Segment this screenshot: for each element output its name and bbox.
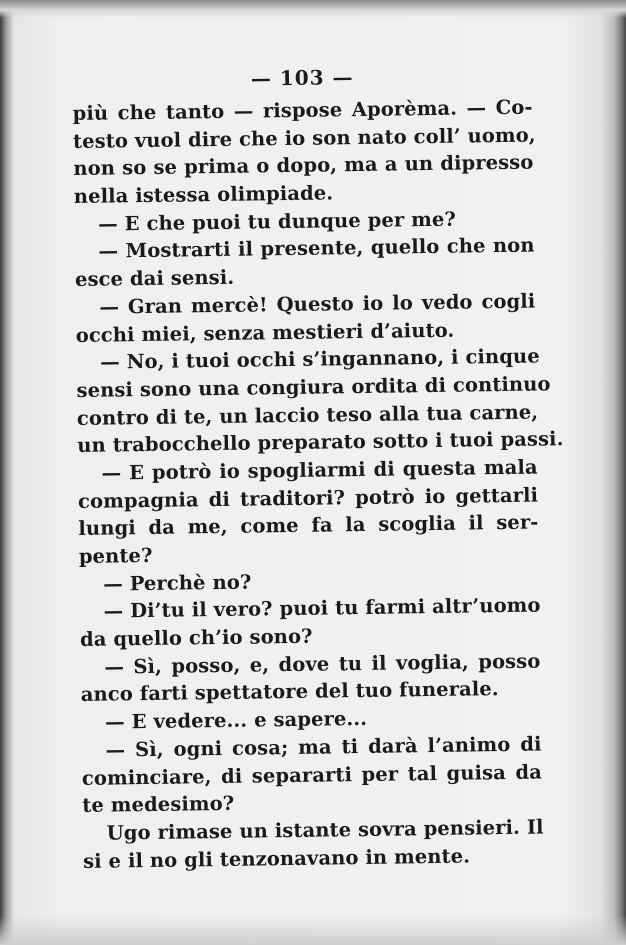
text-line: nella istessa olimpiade. (73, 181, 334, 209)
text-line: — Di’tu il vero? puoi tu farmi altr’uomo (103, 593, 541, 623)
text-line: sensi sono una congiura ordita di continuo (76, 372, 551, 402)
text-line: testo vuol dire che io son nato coll’ uomo, (72, 123, 536, 153)
text-line: pente? (78, 543, 153, 568)
text-line: da quello ch’io sono? (79, 624, 313, 652)
text-line: — Gran mercè! Questo io lo vedo cogli (99, 289, 536, 319)
text-line: non so se prima o dopo, ma a un dipresso (73, 150, 534, 181)
body-text (72, 94, 564, 876)
page-top-shadow (0, 0, 626, 18)
text-line: si e il no gli tenzonavano in mente. (82, 844, 471, 873)
text-line: te medesimo? (82, 791, 235, 818)
text-line: anco farti spettatore del tuo funerale. (80, 677, 499, 707)
text-line: occhi miei, senza mestieri d’aiuto. (75, 318, 455, 347)
text-line: un trabocchello preparato sotto i tuoi passi. (77, 427, 564, 458)
text-line: compagnia di traditori? potrò io gettarli (77, 483, 539, 513)
text-line: — Sì, posso, e, dove tu il voglia, posso (104, 649, 541, 679)
text-line: contro di te, un laccio teso alla tua carne, (76, 400, 539, 430)
text-line: lungi da me, come fa la scoglia il ser- (78, 510, 539, 541)
text-line: — Mostrarti il presente, quello che non (98, 233, 535, 264)
page-number: — 103 — (250, 65, 354, 91)
page-bottom-shadow (0, 915, 626, 945)
text-block (72, 60, 564, 876)
text-line: — E che puoi tu dunque per me? (98, 207, 457, 236)
text-line: più che tanto — rispose Aporèma. — Co- (72, 95, 533, 125)
text-line: Ugo rimase un istante sovra pensieri. Il (106, 815, 544, 845)
text-line: — E vedere... e sapere... (105, 707, 368, 734)
text-line: — E potrò io spogliarmi di questa mala (101, 455, 538, 485)
text-line: cominciare, di separarti per tal guisa da (81, 760, 543, 790)
text-line: — Perchè no? (103, 570, 252, 596)
text-line: esce dai sensi. (74, 265, 235, 292)
text-line: — Sì, ogni cosa; ma ti darà l’animo di (105, 732, 542, 762)
text-line: — No, i tuoi occhi s’ingannano, i cinque (99, 344, 540, 374)
